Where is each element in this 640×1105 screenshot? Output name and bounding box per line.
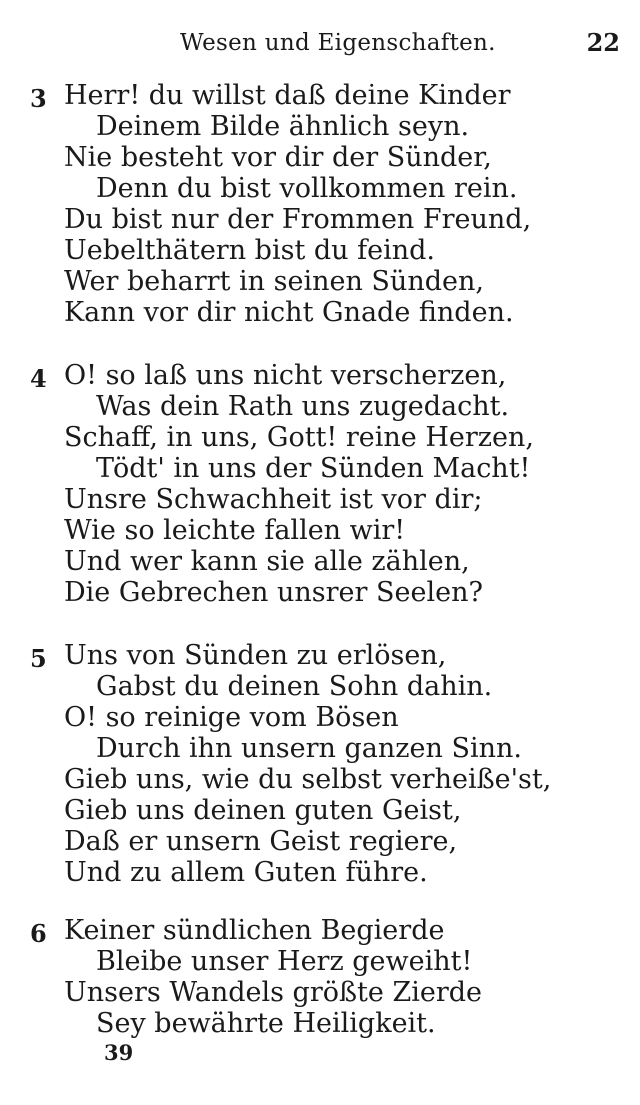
verse-line: Daß er unsern Geist regiere, [64,826,458,857]
verse-line: Was dein Rath uns zugedacht. [96,391,510,422]
verse-line: Und wer kann sie alle zählen, [64,546,470,577]
page-number: 22 [586,28,620,57]
verse-line: Kann vor dir nicht Gnade finden. [64,297,514,328]
verse-line: Durch ihn unsern ganzen Sinn. [96,733,522,764]
verse-line: Gieb uns, wie du selbst verheiße'st, [64,764,552,795]
verse-line: Schaff, in uns, Gott! reine Herzen, [64,422,534,453]
verse-line: Gabst du deinen Sohn dahin. [96,671,493,702]
verse-line: Unsers Wandels größte Zierde [64,977,482,1008]
verse-line: Du bist nur der Frommen Freund, [64,204,532,235]
verse-line: O! so laß uns nicht verscherzen, [64,360,507,391]
verse-line: Und zu allem Guten führe. [64,857,428,888]
verse-line: Keiner sündlichen Begierde [64,915,445,946]
verse-number: 5 [30,644,47,673]
verse-line: Bleibe unser Herz geweiht! [96,946,473,977]
verse-number: 4 [30,364,47,393]
verse-line: Tödt' in uns der Sünden Macht! [96,453,531,484]
signature-mark: 39 [104,1040,134,1065]
verse-line: Wie so leichte fallen wir! [64,515,406,546]
verse-line: Herr! du willst daß deine Kinder [64,80,511,111]
running-head: Wesen und Eigenschaften. [180,30,496,56]
verse-line: Deinem Bilde ähnlich seyn. [96,111,470,142]
verse-line: Uns von Sünden zu erlösen, [64,640,447,671]
verse-number: 3 [30,84,47,113]
verse-line: Sey bewährte Heiligkeit. [96,1008,436,1039]
verse-line: O! so reinige vom Bösen [64,702,399,733]
verse-line: Uebelthätern bist du feind. [64,235,435,266]
verse-line: Nie besteht vor dir der Sünder, [64,142,492,173]
verse-line: Die Gebrechen unsrer Seelen? [64,577,483,608]
verse-number: 6 [30,919,47,948]
verse-line: Gieb uns deinen guten Geist, [64,795,462,826]
verse-line: Unsre Schwachheit ist vor dir; [64,484,483,515]
verse-line: Denn du bist vollkommen rein. [96,173,518,204]
verse-line: Wer beharrt in seinen Sünden, [64,266,484,297]
